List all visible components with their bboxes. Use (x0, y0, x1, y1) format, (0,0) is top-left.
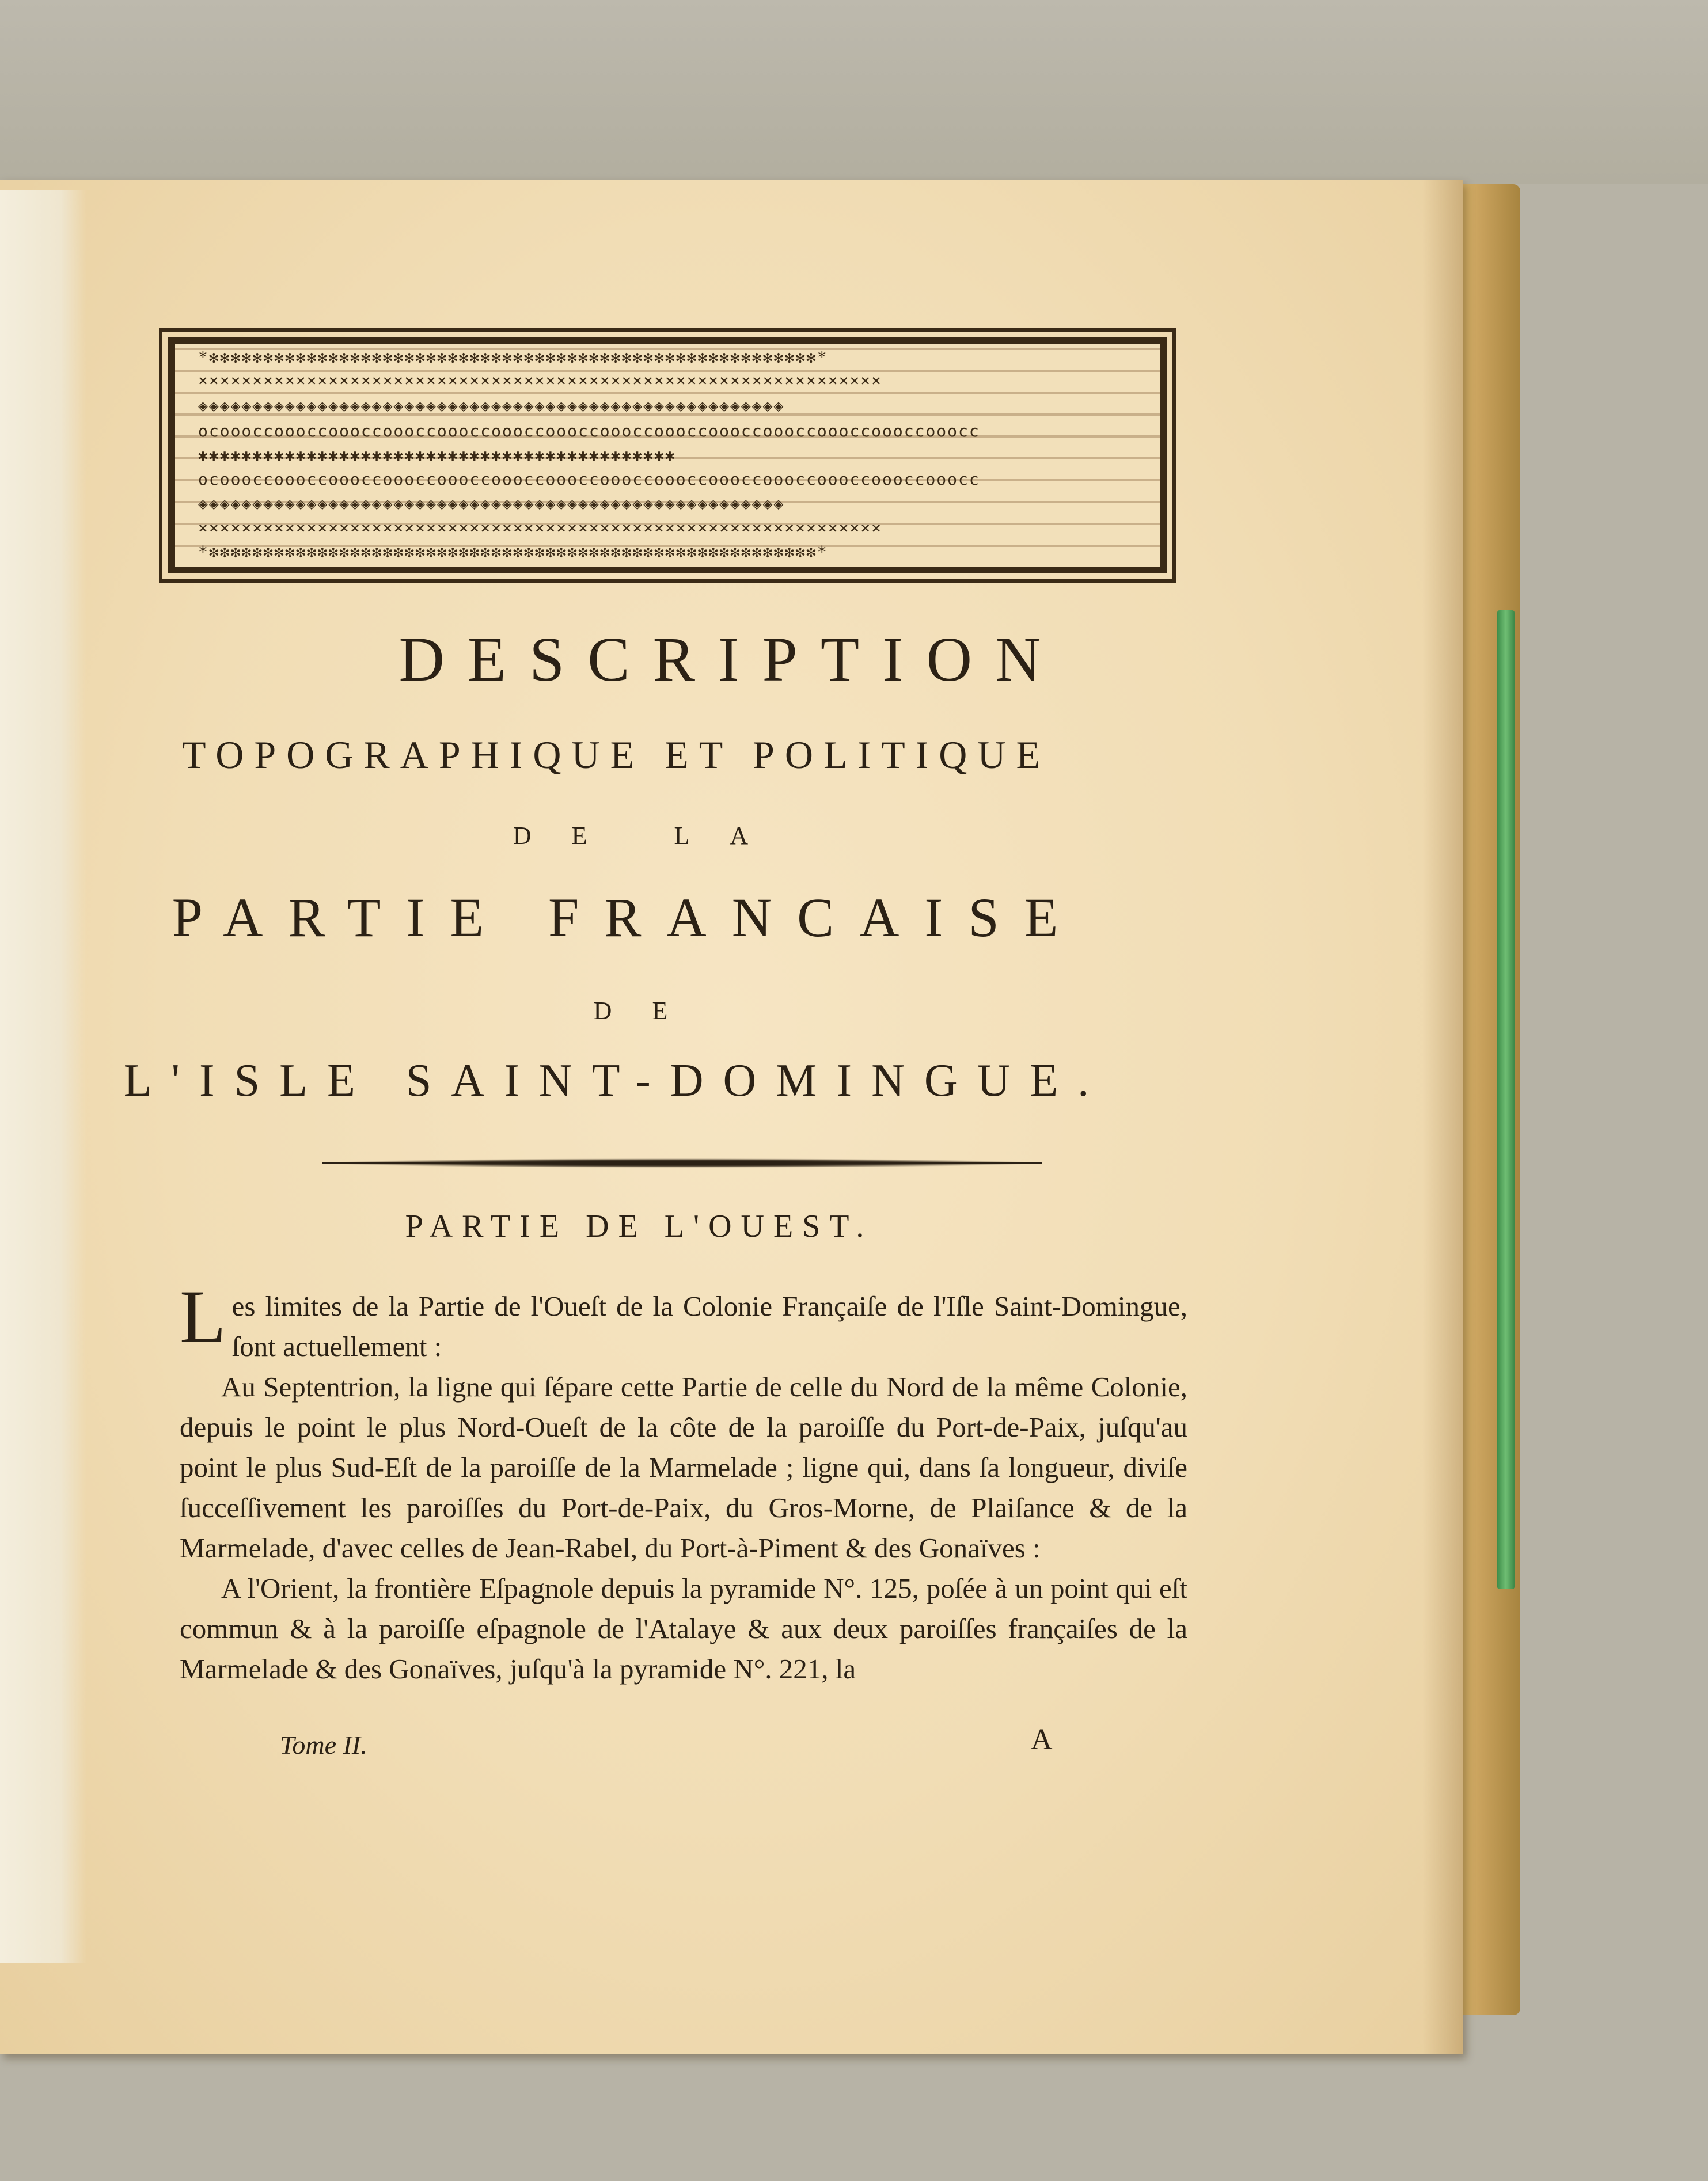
paragraph-text: es limites de la Partie de l'Oueſt de la Colonie Françaiſe de l'Iſle Saint-Domingue, ſont actuellement : (231, 1290, 1187, 1362)
decorative-rule-swell (322, 1158, 1042, 1168)
paragraph (180, 1367, 1187, 1568)
section-heading: PARTIE DE L'OUEST. (405, 1209, 874, 1244)
title-de: DE (593, 997, 708, 1025)
paragraph-text: A l'Orient, la frontière Eſpagnole depuis la pyramide N°. 125, poſée à un point qui eſt commun & à la paroiſſe eſpagnole de l'Atalaye & aux deux paroiſſes françaiſes de la Marmelade & des Gonaïves, juſqu'à la pyramide N°. 221, la (180, 1572, 1187, 1685)
ornament-row: ××××××××××××××××××××××××××××××××××××××××××××××××××××××××××××××× (198, 519, 883, 537)
body-text (180, 1274, 1187, 1689)
drop-cap: L (180, 1274, 226, 1359)
paragraph-text: Au Septentrion, la ligne qui ſépare cette Partie de celle du Nord de la même Colonie, depuis le point le plus Nord-Oueſt de la côte de la paroiſſe du Port-de-Paix, juſqu'au point le plus Sud-Eſt de la paroiſſe de la Marmelade ; ligne qui, dans ſa longueur, diviſe ſucceſſivement les paroiſſes du Port-de-Paix, du Gros-Morne, de Plaiſance & de la Marmelade, d'avec celles de Jean-Rabel, du Port-à-Piment & des Gonaïves : (180, 1371, 1187, 1564)
page-fore-edge-shadow (1422, 180, 1463, 2054)
ornament-row: ××××××××××××××××××××××××××××××××××××××××××××××××××××××××××××××× (198, 372, 883, 389)
title-isle-saint-domingue: L'ISLE SAINT-DOMINGUE. (123, 1055, 1109, 1106)
binding-green-label (1497, 610, 1515, 1589)
title-de-la: DE LA (513, 822, 789, 850)
ornament-row: ✱✱✱✱✱✱✱✱✱✱✱✱✱✱✱✱✱✱✱✱✱✱✱✱✱✱✱✱✱✱✱✱✱✱✱✱✱✱✱✱✱✱✱✱ (198, 447, 676, 464)
paragraph (180, 1568, 1187, 1689)
volume-label: Tome II. (280, 1730, 367, 1760)
ornament-row: *✻✻✻✻✻✻✻✻✻✻✻✻✻✻✻✻✻✻✻✻✻✻✻✻✻✻✻✻✻✻✻✻✻✻✻✻✻✻✻✻✻✻✻✻✻✻✻✻✻✻✻✻✻✻✻✻* (198, 349, 828, 366)
ornament-row: ocoooccoooccoooccoooccoooccoooccoooccoooccoooccoooccoooccoooccoooccooocc (198, 423, 980, 440)
ornament-row: ◈◈◈◈◈◈◈◈◈◈◈◈◈◈◈◈◈◈◈◈◈◈◈◈◈◈◈◈◈◈◈◈◈◈◈◈◈◈◈◈◈◈◈◈◈◈◈◈◈◈◈◈◈◈ (198, 495, 785, 512)
ornament-row: ocoooccoooccoooccoooccoooccoooccoooccoooccoooccoooccoooccoooccoooccooocc (198, 471, 980, 488)
headpiece-ornament (168, 337, 1167, 573)
paragraph (180, 1274, 1187, 1367)
ornament-row: ◈◈◈◈◈◈◈◈◈◈◈◈◈◈◈◈◈◈◈◈◈◈◈◈◈◈◈◈◈◈◈◈◈◈◈◈◈◈◈◈◈◈◈◈◈◈◈◈◈◈◈◈◈◈ (198, 397, 785, 415)
title-description: DESCRIPTION (398, 624, 1064, 694)
backdrop (0, 0, 1708, 184)
ornament-row: *✻✻✻✻✻✻✻✻✻✻✻✻✻✻✻✻✻✻✻✻✻✻✻✻✻✻✻✻✻✻✻✻✻✻✻✻✻✻✻✻✻✻✻✻✻✻✻✻✻✻✻✻✻✻✻✻* (198, 544, 828, 561)
signature-mark: A (1031, 1723, 1053, 1756)
title-partie-francaise: PARTIE FRANCAISE (172, 887, 1084, 948)
title-topographique: TOPOGRAPHIQUE ET POLITIQUE (181, 733, 1051, 777)
